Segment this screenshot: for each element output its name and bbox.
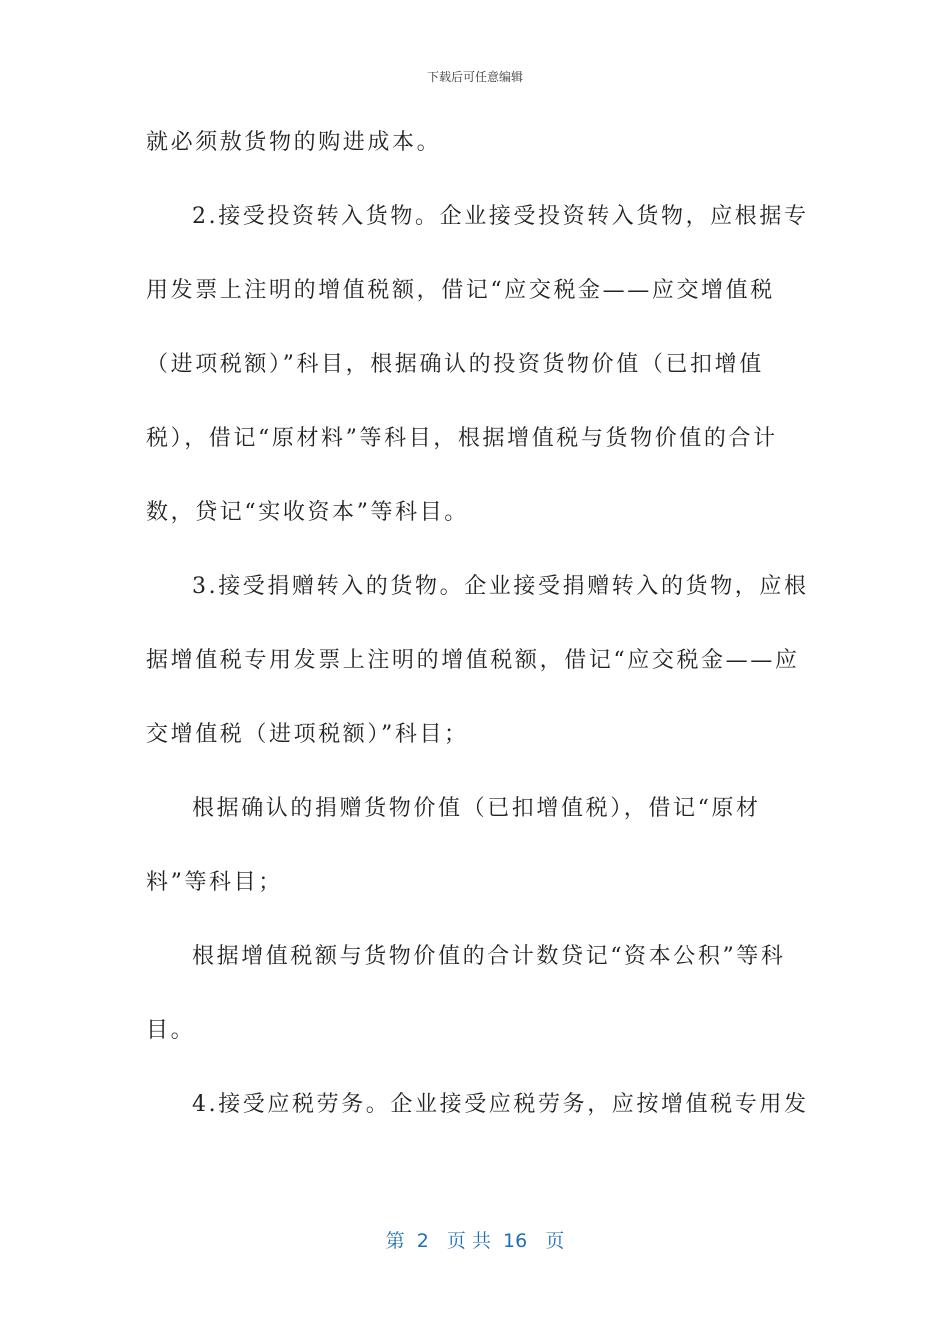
text-line: 据增值税专用发票上注明的增值税额，借记“应交税金——应	[146, 648, 800, 673]
text-line: 数，贷记“实收资本”等科目。	[146, 500, 469, 525]
text-line: 3.接受捐赠转入的货物。企业接受捐赠转入的货物，应根	[192, 574, 809, 599]
text-line: 交增值税（进项税额）”科目；	[146, 722, 469, 747]
text-line: 料”等科目；	[146, 870, 283, 895]
text-line: 2.接受投资转入货物。企业接受投资转入货物，应根据专	[192, 204, 809, 229]
text-line: 税），借记“原材料”等科目，根据增值税与货物价值的合计	[146, 426, 778, 451]
text-line: （进项税额）”科目，根据确认的投资货物价值（已扣增值	[146, 352, 764, 377]
text-line: 目。	[146, 1018, 196, 1043]
page-number: 第 2 页 共 16 页	[385, 1230, 565, 1252]
text-line: 4.接受应税劳务。企业接受应税劳务，应按增值税专用发	[192, 1092, 809, 1117]
header-note: 下载后可任意编辑	[426, 70, 523, 84]
text-line: 根据确认的捐赠货物价值（已扣增值税），借记“原材	[192, 796, 761, 821]
text-line: 就必须敖货物的购进成本。	[146, 130, 442, 155]
text-line: 根据增值税额与货物价值的合计数贷记“资本公积”等科	[192, 944, 786, 969]
text-line: 用发票上注明的增值税额，借记“应交税金——应交增值税	[146, 278, 775, 303]
